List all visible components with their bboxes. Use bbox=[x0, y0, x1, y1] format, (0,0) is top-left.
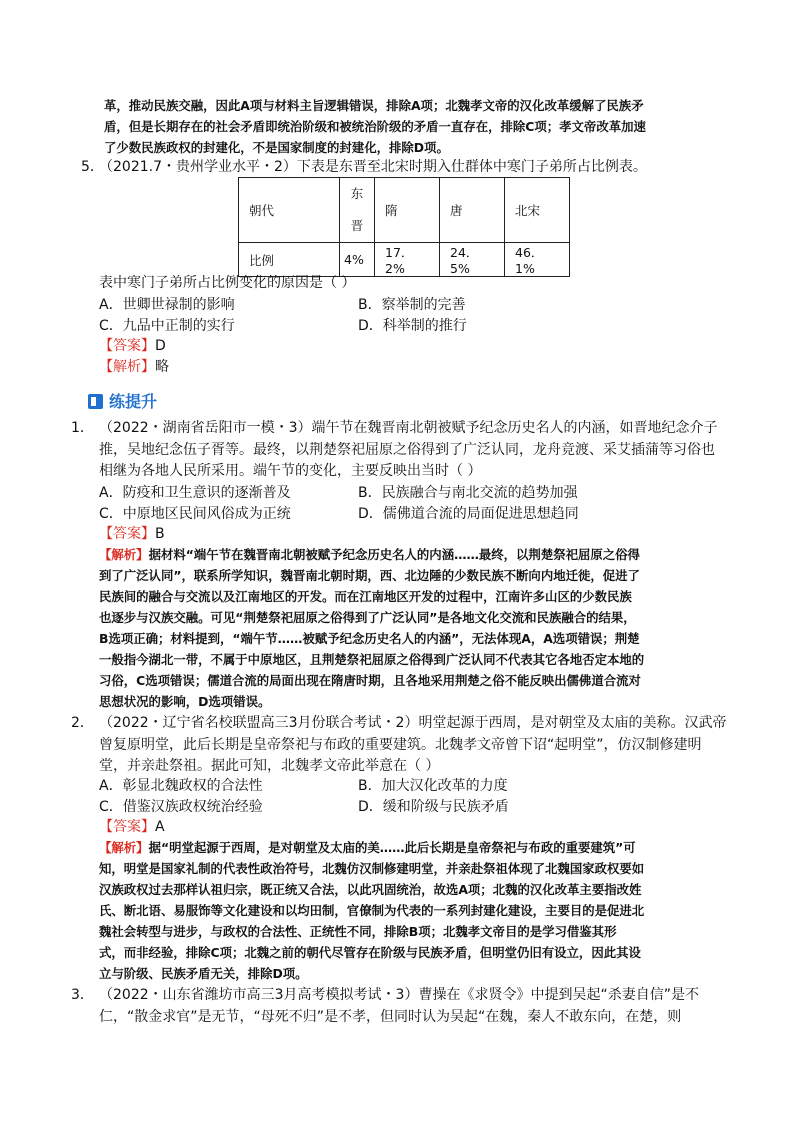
analysis-line: 到了广泛认同”，联系所学知识，魏晋南北朝时期，西、北边陲的少数民族不断向内地迁徙，促进了 bbox=[99, 568, 640, 583]
option-d[interactable]: D．缓和阶级与民族矛盾 bbox=[358, 799, 509, 815]
ratio-table bbox=[238, 177, 570, 277]
option-b[interactable]: B．民族融合与南北交流的趋势加强 bbox=[358, 485, 578, 501]
explanation-line: 革，推动民族交融，因此A项与材料主旨逻辑错误，排除A项；北魏孝文帝的汉化改革缓解了民族矛 bbox=[104, 98, 644, 113]
analysis-line: B选项正确；材料提到，“端午节……被赋予纪念历史名人的内涵”，无法体现A，A选项错误；荆楚 bbox=[99, 631, 640, 646]
analysis-label: 【解析】 bbox=[99, 359, 155, 375]
answer-value: D bbox=[155, 338, 166, 354]
analysis-line: 思想状况的影响，D选项错误。 bbox=[99, 694, 271, 709]
option-d[interactable]: D．儒佛道合流的局面促进思想趋同 bbox=[358, 506, 579, 522]
analysis-line: 知，明堂是国家礼制的代表性政治符号，北魏仿汉制修建明堂，并亲赴祭祖体现了北魏国家政权要如 bbox=[99, 861, 645, 876]
question-number: 1． bbox=[71, 420, 94, 436]
question-number: 2． bbox=[71, 715, 94, 731]
analysis-label: 【解析】 bbox=[99, 547, 149, 562]
analysis-line: 立与阶级、民族矛盾无关，排除D项。 bbox=[99, 966, 308, 981]
analysis-line: 氏、断北语、易服饰等文化建设和以均田制，官僚制为代表的一系列封建化建设，主要目的是促进北 bbox=[99, 903, 645, 918]
analysis-line: 式，而非经验，排除C项；北魏之前的朝代尽管存在阶级与民族矛盾，但明堂仍旧有设立，因此其设 bbox=[99, 945, 641, 960]
question-number: 3． bbox=[71, 987, 94, 1003]
answer-value: A bbox=[155, 819, 165, 835]
question-number: 5． bbox=[81, 159, 104, 175]
table-header-cell: 唐 bbox=[440, 178, 505, 243]
analysis-line bbox=[99, 838, 636, 859]
analysis-text: 略 bbox=[155, 359, 169, 375]
table-cell: 46．1% bbox=[505, 243, 570, 277]
option-c[interactable]: C．九品中正制的实行 bbox=[99, 318, 235, 334]
question-stem-line: 仁，“散金求官”是无节，“母死不归”是不孝，但同时认为吴起“在魏，秦人不敢东向，在楚，则 bbox=[99, 1009, 682, 1025]
explanation-line: 盾，但是长期存在的社会矛盾即统治阶级和被统治阶级的矛盾一直存在，排除C项；孝文帝改革加速 bbox=[104, 119, 646, 134]
analysis-line bbox=[99, 545, 640, 566]
analysis-text: 据材料“端午节在魏晋南北朝被赋予纪念历史名人的内涵……最终，以荆楚祭祀屈原之俗得 bbox=[148, 547, 640, 562]
question-stem-line: 曾复原明堂，此后长期是皇帝祭祀与布政的重要建筑。北魏孝文帝曾下诏“起明堂”，仿汉制修建明 bbox=[99, 737, 702, 753]
question-stem-line: 推，吴地纪念伍子胥等。最终，以荆楚祭祀屈原之俗得到了广泛认同，龙舟竞渡、采艾插蒲等习俗也 bbox=[99, 442, 715, 458]
question-stem-line: 相继为各地人民所采用。端午节的变化，主要反映出当时（ ） bbox=[99, 463, 482, 479]
section-title: 练提升 bbox=[109, 392, 158, 411]
table-header-cell: 北宋 bbox=[505, 178, 570, 243]
analysis-line: 汉族政权过去那样认祖归宗，既正统又合法，以此巩固统治，故选A项；北魏的汉化改革主要指改姓 bbox=[99, 882, 642, 897]
answer-label: 【答案】 bbox=[99, 819, 155, 835]
table-cell: 24．5% bbox=[440, 243, 505, 277]
table-header-cell: 隋 bbox=[375, 178, 440, 243]
answer-label: 【答案】 bbox=[99, 526, 155, 542]
table-cell: 比例 bbox=[239, 243, 340, 277]
analysis-line: 民族间的融合与交流以及江南地区的开发。而在江南地区开发的过程中，江南许多山区的少数民族 bbox=[99, 589, 632, 604]
table-cell: 17．2% bbox=[375, 243, 440, 277]
analysis-line: 一般指今湖北一带，不属于中原地区，且荆楚祭祀屈原之俗得到广泛认同不代表其它各地否定本地的 bbox=[99, 652, 645, 667]
question-stem-line: （2022・辽宁省名校联盟高三3月份联合考试・2）明堂起源于西周，是对朝堂及太庙的美称。汉武帝 bbox=[99, 715, 727, 731]
bookmark-icon bbox=[88, 394, 103, 409]
option-b[interactable]: B．加大汉化改革的力度 bbox=[358, 778, 508, 794]
question-stem-line: （2022・湖南省岳阳市一模・3）端午节在魏晋南北朝被赋予纪念历史名人的内涵，如晋地纪念介子 bbox=[99, 420, 718, 436]
option-d[interactable]: D．科举制的推行 bbox=[358, 318, 467, 334]
vertical-char: 东 bbox=[350, 186, 364, 201]
option-a[interactable]: A．防疫和卫生意识的逐渐普及 bbox=[99, 485, 291, 501]
question-stem-line: （2022・山东省潍坊市高三3月高考模拟考试・3）曹操在《求贤令》中提到吴起“杀妻自信”是不 bbox=[99, 987, 699, 1003]
answer-line bbox=[99, 817, 165, 839]
option-c[interactable]: C．中原地区民间风俗成为正统 bbox=[99, 506, 291, 522]
explanation-line: 了少数民族政权的封建化，不是国家制度的封建化，排除D项。 bbox=[104, 140, 449, 155]
option-a[interactable]: A．世卿世禄制的影响 bbox=[99, 297, 235, 313]
section-heading bbox=[88, 391, 157, 413]
answer-line bbox=[99, 336, 166, 358]
vertical-char: 晋 bbox=[350, 218, 364, 233]
analysis-line: 魏社会转型与进步，与政权的合法性、正统性不同，排除B项；北魏孝文帝目的是学习借鉴其形 bbox=[99, 924, 617, 939]
option-c[interactable]: C．借鉴汉族政权统治经验 bbox=[99, 799, 263, 815]
option-a[interactable]: A．彰显北魏政权的合法性 bbox=[99, 778, 263, 794]
option-b[interactable]: B．察举制的完善 bbox=[358, 297, 466, 313]
question-prompt: 表中寒门子弟所占比例变化的原因是（ ） bbox=[99, 275, 356, 291]
analysis-line bbox=[99, 357, 169, 379]
table-header-cell: 朝代 bbox=[239, 178, 340, 243]
analysis-text: 据“明堂起源于西周，是对朝堂及太庙的美……此后长期是皇帝祭祀与布政的重要建筑”可 bbox=[148, 840, 636, 855]
question-stem: （2021.7・贵州学业水平・2）下表是东晋至北宋时期入仕群体中寒门子弟所占比例表。 bbox=[99, 159, 647, 175]
answer-label: 【答案】 bbox=[99, 338, 155, 354]
answer-line bbox=[99, 524, 165, 546]
analysis-line: 也逐步与汉族交融。可见“荆楚祭祀屈原之俗得到了广泛认同”是各地文化交流和民族融合的结果， bbox=[99, 610, 636, 625]
table-header-cell-vertical bbox=[340, 178, 375, 243]
analysis-line: 习俗，C选项错误；儒道合流的局面出现在隋唐时期，且各地采用荆楚之俗不能反映出儒佛道合流对 bbox=[99, 673, 641, 688]
question-stem-line: 堂，并亲赴祭祖。据此可知，北魏孝文帝此举意在（ ） bbox=[99, 758, 440, 774]
answer-value: B bbox=[155, 526, 165, 542]
analysis-label: 【解析】 bbox=[99, 840, 149, 855]
table-cell: 4% bbox=[340, 243, 375, 277]
